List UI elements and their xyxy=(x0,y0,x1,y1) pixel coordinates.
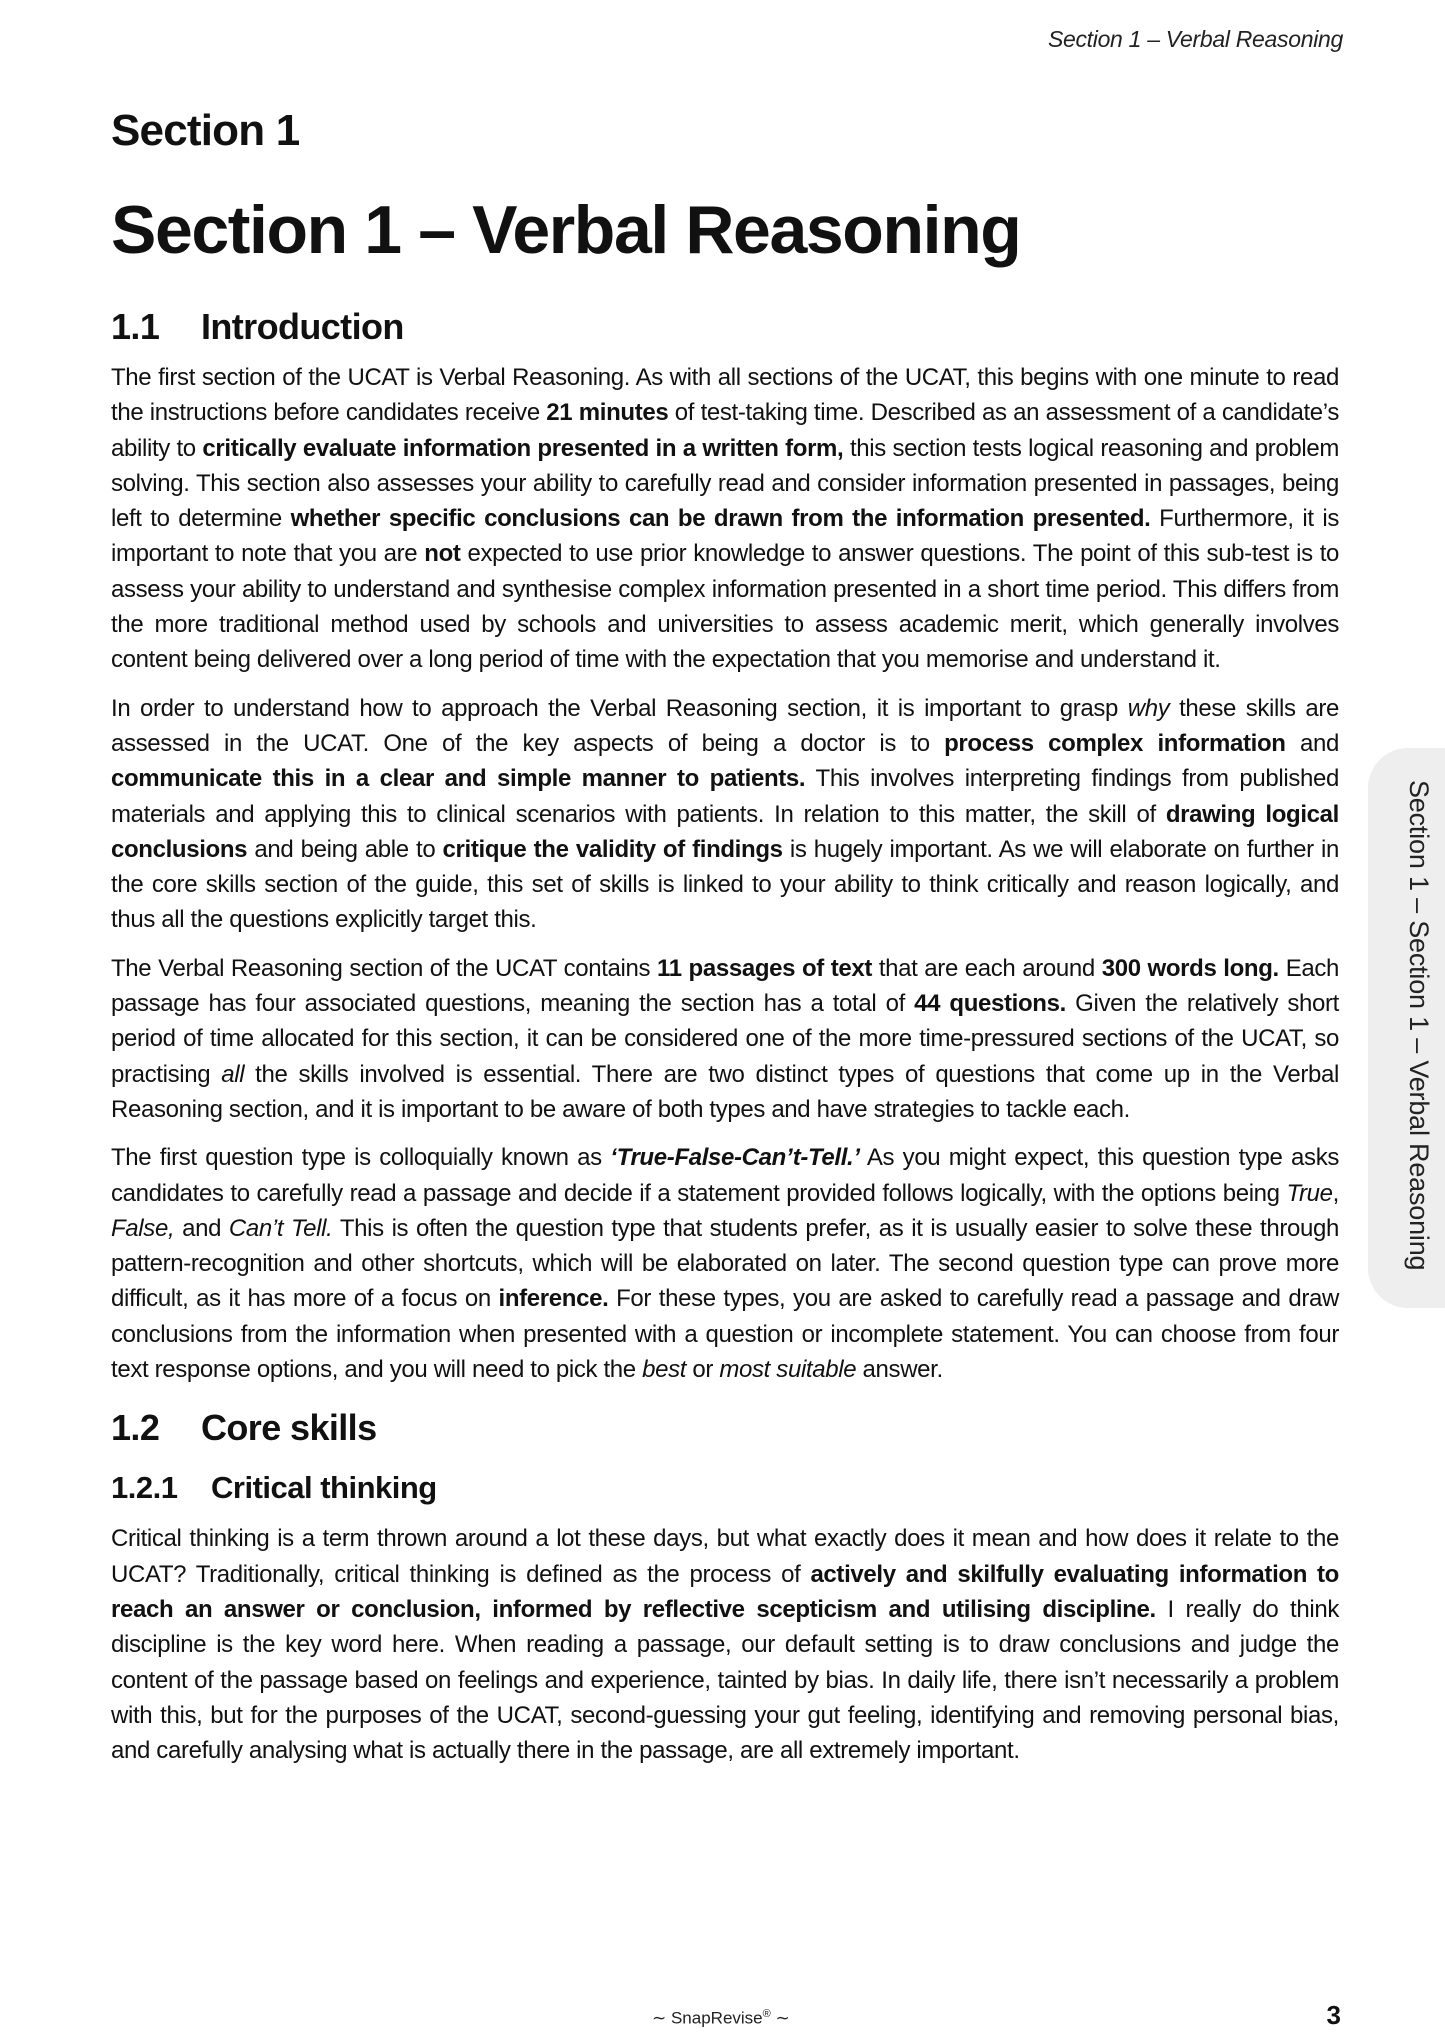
text-run: In order to understand how to approach the Verbal Reasoning section, it is important to grasp xyxy=(111,694,1128,722)
side-section-tab-label: Section 1 – Section 1 – Verbal Reasoning xyxy=(1404,780,1434,1271)
page-number: 3 xyxy=(1326,2000,1341,2030)
text-run: and being able to xyxy=(247,835,443,863)
italic-text: why xyxy=(1127,694,1170,722)
emphasis-text: inference. xyxy=(498,1285,609,1313)
text-run: The first question type is colloquially known as xyxy=(111,1144,611,1172)
text-run: This involves interpreting findings from published materials and applying this to clinical scenarios with patients. In relation to this matter, the skill of xyxy=(111,765,1339,828)
brand-suffix: ∼ xyxy=(770,2008,790,2028)
italic-text: Can’t Tell. xyxy=(228,1214,333,1242)
italic-text: most suitable xyxy=(719,1356,857,1384)
italic-text: best xyxy=(642,1356,687,1384)
section-label: Section 1 xyxy=(111,106,300,155)
text-run: , xyxy=(1332,1179,1339,1207)
section-title: Section 1 – Verbal Reasoning xyxy=(111,192,1021,268)
text-run: Critical thinking is a term thrown around a lot these days, but what exactly does it mean and how does it relate to the UCAT? Traditionally, critical thinking is defined as the process of xyxy=(111,1525,1339,1588)
critical-thinking-paragraph xyxy=(111,1521,1339,1768)
italic-text: False, xyxy=(111,1214,175,1242)
emphasis-text: whether specific conclusions can be drawn from the information presented. xyxy=(290,505,1151,533)
text-run: the skills involved is essential. There are two distinct types of questions that come up in the Verbal Reasoning section, and it is important to be aware of both types and have strategies to tackle each. xyxy=(111,1060,1339,1123)
emphasis-text: actively and skilfully evaluating information to reach an answer or conclusion, informed by reflective scepticism and utilising discipline. xyxy=(111,1560,1339,1623)
text-run: I really do think discipline is the key word here. When reading a passage, our default setting is to draw conclusions and judge the content of the passage based on feelings and experience, tainted by bias. In daily life, there isn’t necessarily a problem with this, but for the purposes of the UCAT, second-guessing your gut feeling, identifying and removing personal bias, and carefully analysing what is actually there in the passage, are all extremely important. xyxy=(111,1595,1339,1765)
emphasis-text: critique the validity of findings xyxy=(442,835,783,863)
text-run: these skills are assessed in the UCAT. One of the key aspects of being a doctor is to xyxy=(111,694,1339,757)
emphasis-text: critically evaluate information presented in a written form, xyxy=(202,434,844,462)
emphasis-text: 300 words long. xyxy=(1101,954,1279,982)
text-run: this section tests logical reasoning and problem solving. This section also assesses your ability to carefully read and consider information presented in passages, being left to determine xyxy=(111,434,1339,533)
text-run: and xyxy=(1285,729,1340,757)
heading-text: Introduction xyxy=(201,306,404,347)
emphasis-text: ‘True-False-Can’t-Tell.’ xyxy=(610,1144,860,1172)
intro-paragraph-1 xyxy=(111,360,1339,678)
heading-text: Critical thinking xyxy=(211,1470,437,1506)
running-header: Section 1 – Verbal Reasoning xyxy=(1047,26,1343,52)
text-run: expected to use prior knowledge to answer questions. The point of this sub-test is to assess your ability to understand and synthesise complex information presented in a short time period. This differs from the more traditional method used by schools and universities to assess academic merit, which generally involves content being delivered over a long period of time with the expectation that you memorise and understand it. xyxy=(111,540,1340,674)
italic-text: True xyxy=(1286,1179,1333,1207)
heading-critical-thinking xyxy=(111,1465,1339,1511)
italic-text: all xyxy=(221,1060,245,1088)
heading-core-skills xyxy=(111,1401,1339,1455)
intro-paragraph-3 xyxy=(111,951,1339,1127)
text-run: Furthermore, it is important to note that you are xyxy=(111,505,1339,568)
text-run: or xyxy=(686,1356,720,1384)
emphasis-text: 21 minutes xyxy=(546,399,669,427)
text-run: The Verbal Reasoning section of the UCAT contains xyxy=(111,954,658,982)
emphasis-text: 11 passages of text xyxy=(657,954,873,982)
emphasis-text: drawing logical conclusions xyxy=(111,800,1339,863)
intro-paragraph-2 xyxy=(111,691,1339,938)
text-run: answer. xyxy=(856,1356,943,1384)
heading-number: 1.2 xyxy=(111,1407,160,1449)
registered-mark: ® xyxy=(762,2008,771,2020)
emphasis-text: process complex information xyxy=(944,729,1286,757)
emphasis-text: communicate this in a clear and simple manner to patients. xyxy=(111,765,806,793)
text-run: Each passage has four associated questions, meaning the section has a total of xyxy=(111,954,1339,1018)
text-run: is hugely important. As we will elaborate on further in the core skills section of the guide, this set of skills is linked to your ability to think critically and reason logically, and thus all the questions explicitly target this. xyxy=(111,835,1339,934)
emphasis-text: 44 questions. xyxy=(914,990,1066,1018)
heading-introduction xyxy=(111,300,1339,354)
text-run: For these types, you are asked to carefully read a passage and draw conclusions from the information when presented with a question or incomplete statement. You can choose from four text response options, and you will need to pick the xyxy=(111,1285,1339,1384)
text-run: of test-taking time. Described as an assessment of a candidate’s ability to xyxy=(111,399,1339,462)
text-run: As you might expect, this question type asks candidates to carefully read a passage and decide if a statement provided follows logically, with the options being xyxy=(111,1144,1339,1207)
text-run: This is often the question type that students prefer, as it is usually easier to solve these through pattern-recognition and other shortcuts, which will be elaborated on later. The second question type can prove more difficult, as it has more of a focus on xyxy=(111,1214,1340,1313)
footer-brand xyxy=(652,2008,790,2029)
heading-number: 1.1 xyxy=(111,306,160,347)
emphasis-text: not xyxy=(424,540,461,568)
intro-paragraph-4 xyxy=(111,1140,1339,1387)
text-run: Given the relatively short period of time allocated for this section, it can be considered one of the more time-pressured sections of the UCAT, so practising xyxy=(111,990,1339,1088)
brand-prefix: ∼ SnapRevise xyxy=(652,2008,763,2028)
heading-text: Core skills xyxy=(201,1407,377,1449)
text-run: that are each around xyxy=(872,954,1102,982)
page-content xyxy=(111,98,1339,1768)
text-run: The first section of the UCAT is Verbal Reasoning. As with all sections of the UCAT, this begins with one minute to read the instructions before candidates receive xyxy=(111,364,1339,427)
heading-number: 1.2.1 xyxy=(111,1470,178,1506)
text-run: and xyxy=(174,1214,229,1242)
